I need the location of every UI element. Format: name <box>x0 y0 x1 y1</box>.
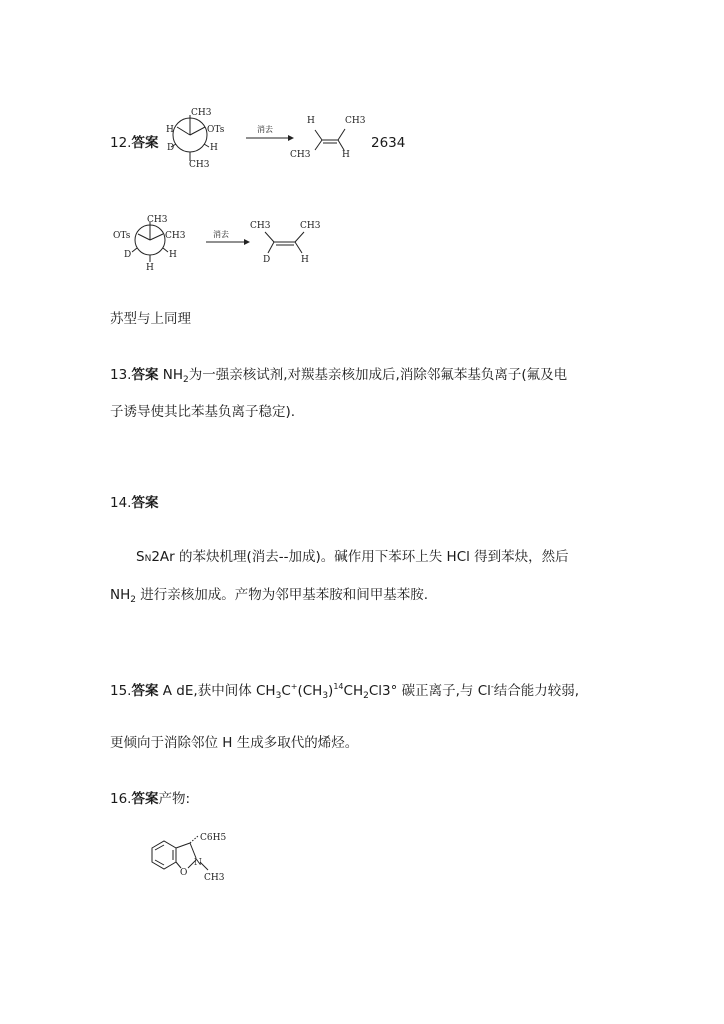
q15-p2: C <box>281 683 291 699</box>
q16-line <box>110 790 190 808</box>
benzisoxazoline-ring <box>152 833 226 883</box>
q16-n: N <box>194 858 202 868</box>
q14-line1-rest: 2Ar 的苯炔机理(消去--加成)。碱作用下苯环上失 HCl 得到苯炔，然后 <box>151 549 569 565</box>
n2-d: D <box>124 250 132 260</box>
n1-top: CH3 <box>191 108 212 118</box>
q12-scheme2 <box>110 210 350 280</box>
p2-d: D <box>263 255 271 265</box>
reaction-arrow-1 <box>246 124 294 141</box>
q14-nh: NH <box>110 587 131 603</box>
q15-number: 15. <box>110 683 132 699</box>
n2-ch3: CH3 <box>165 231 186 241</box>
p2-ch3b: CH3 <box>300 221 321 231</box>
q15-plus: + <box>290 682 298 691</box>
q15-minus: - <box>490 682 494 691</box>
n2-h2: H <box>146 263 154 273</box>
n1-ots: OTs <box>207 125 225 135</box>
n1-h: H <box>166 125 174 135</box>
q16-text: 产物: <box>158 791 191 807</box>
q12-note: 苏型与上同理 <box>110 311 191 327</box>
q16-ch3: CH3 <box>204 873 225 883</box>
q15-p3: (CH <box>297 683 323 699</box>
q14-s: S <box>136 549 145 565</box>
q15-p5: CH <box>343 683 364 699</box>
q12-answer-label: 答案 <box>131 135 159 151</box>
q15-p4: ) <box>328 683 334 699</box>
q16-c6h5: C6H5 <box>200 833 227 843</box>
q15-p7: 结合能力较弱, <box>493 683 580 699</box>
q15-line1 <box>110 678 579 705</box>
p2-ch3a: CH3 <box>250 221 271 231</box>
q16-answer-label: 答案 <box>131 791 159 807</box>
q12-number: 12. <box>110 135 132 151</box>
q13-nh: NH <box>162 367 184 383</box>
q14-nh-sub: 2 <box>130 595 136 605</box>
q14-line2 <box>110 586 428 609</box>
q13-text1: 为一强亲核试剂,对羰基亲核加成后,消除邻氟苯基负离子(氟及电 <box>188 367 568 383</box>
reaction-arrow-2 <box>206 229 250 245</box>
product-alkene-1 <box>290 116 366 160</box>
q14-line2-rest: 进行亲核加成。产物为邻甲基苯胺和间甲基苯胺. <box>140 587 429 603</box>
q15-s3a: 3 <box>275 691 282 701</box>
p2-h: H <box>301 255 309 265</box>
n2-h1: H <box>169 250 177 260</box>
n1-h2: H <box>210 143 218 153</box>
q13-answer-label: 答案 <box>131 367 159 383</box>
q15-s3b: 3 <box>322 691 329 701</box>
p1-h2: H <box>342 150 350 160</box>
q16-structure <box>138 830 248 890</box>
q15-p6: Cl3° 碳正离子,与 Cl <box>368 683 491 699</box>
n2-top: CH3 <box>147 215 168 225</box>
p1-h1: H <box>307 116 315 126</box>
q15-s2: 2 <box>363 691 369 701</box>
q13-nh-sub: 2 <box>183 375 189 385</box>
arrow2-label: 消去 <box>213 230 229 239</box>
p1-ch3b: CH3 <box>290 150 311 160</box>
q15-line2: 更倾向于消除邻位 H 生成多取代的烯烃。 <box>110 735 359 751</box>
n2-ots: OTs <box>113 231 131 241</box>
n1-d: D <box>167 143 175 153</box>
q13-line1 <box>110 366 567 389</box>
q16-number: 16. <box>110 791 132 807</box>
q14-line1 <box>136 548 569 568</box>
q14-n: N <box>144 554 152 564</box>
q14-number: 14. <box>110 495 132 511</box>
newman-projection-1 <box>166 108 225 170</box>
n1-bottom: CH3 <box>189 160 210 170</box>
q12-scheme1 <box>160 105 410 175</box>
q12-heading <box>110 134 158 152</box>
q13-line2: 子诱导使其比苯基负离子稳定). <box>110 404 296 420</box>
product-alkene-2 <box>250 221 321 265</box>
q14-heading <box>110 494 158 512</box>
q16-o: O <box>180 868 188 878</box>
q12-suffix: 2634 <box>371 135 406 151</box>
newman-projection-2 <box>113 215 186 273</box>
q14-answer-label: 答案 <box>131 495 159 511</box>
arrow1-label: 消去 <box>257 125 273 134</box>
q15-p1: A dE,获中间体 CH <box>162 683 276 699</box>
q15-iso: 14 <box>333 682 344 691</box>
p1-ch3a: CH3 <box>345 116 366 126</box>
q13-number: 13. <box>110 367 132 383</box>
q15-answer-label: 答案 <box>131 683 159 699</box>
